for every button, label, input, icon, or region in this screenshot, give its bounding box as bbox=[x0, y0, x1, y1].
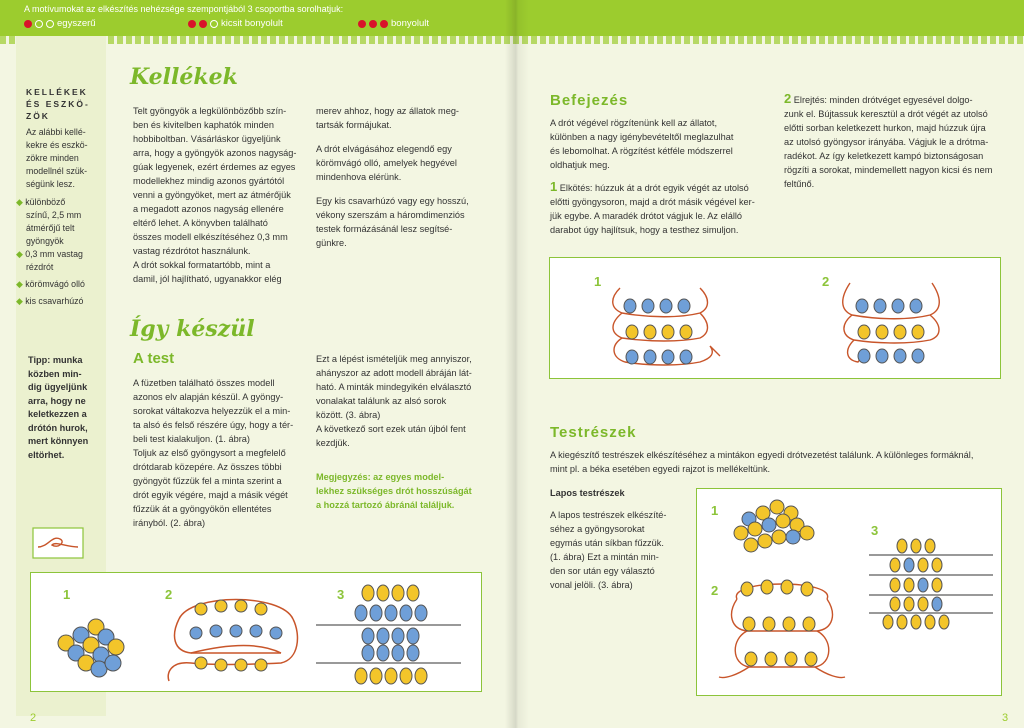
difficulty-header: A motívumokat az elkészítés nehézsége szempontjából 3 csoportba sorolhatjuk: bbox=[24, 4, 344, 14]
flat-wire-beads bbox=[741, 580, 817, 666]
list-item: ◆ kis csavarhúzó bbox=[16, 296, 84, 306]
level-medium: kicsit bonyolult bbox=[188, 18, 283, 29]
flat-part-diagrams bbox=[697, 489, 1001, 695]
heading-kellekek: Kellékek bbox=[130, 64, 238, 90]
filled-dot-icon bbox=[369, 20, 377, 28]
tip-note: Tipp: munka közben min- dig ügyeljünk arra, hogy ne keletkezzen a drótón hurok, mert könnyen eltörhet. bbox=[28, 355, 89, 460]
heading-igy-keszul: Így készül bbox=[130, 316, 255, 342]
figure-box-test: 1 2 3 bbox=[30, 572, 482, 692]
atest-col2: Ezt a lépést ismételjük meg annyiszor, ahányszor az adott modell ábráján lát- ható. A minták mindegyikén elválasztó vonalakat találunk az alsó sorok között. (3. ábra) A következő sort ezek után újból fent kezdjük. bbox=[316, 354, 472, 448]
list-item: ◆ különböző bbox=[16, 197, 66, 207]
list-item: ◆ körömvágó olló bbox=[16, 279, 85, 289]
diamond-bullet-icon: ◆ bbox=[16, 296, 26, 306]
lapos-text: A lapos testrészek elkészíté- séhez a gyöngysorokat egymás után síkban fűzzük. (1. ábra) Ezt a mintán min- den sor után egy választó vonal jelöli. (3. ábra) bbox=[550, 510, 667, 590]
wire-loop-diagram bbox=[168, 600, 297, 682]
step-elkotes: 1 Elkötés: húzzuk át a drót egyik végét az utolsó előtti gyöngysoron, majd a drót másik végével ker- jük egybe. A maradék drótot vágjuk le. Az elálló darabot úgy hajlítsuk, hogy a testhez simuljon. bbox=[550, 179, 755, 235]
empty-dot-icon bbox=[46, 20, 54, 28]
finishing-diagrams bbox=[550, 258, 1000, 378]
diamond-bullet-icon: ◆ bbox=[16, 249, 26, 259]
filled-dot-icon bbox=[188, 20, 196, 28]
flat-pattern-grid bbox=[869, 539, 993, 629]
level-easy: egyszerű bbox=[24, 18, 96, 29]
filled-dot-icon bbox=[358, 20, 366, 28]
level-hard: bonyolult bbox=[358, 18, 429, 29]
filled-dot-icon bbox=[380, 20, 388, 28]
step-elrejtes: 2 Elrejtés: minden drótvéget egyesével dolgo- zunk el. Bújtassuk keresztül a drót végét az utolsó előtti sorban keletkezett hurkon, majd húzzuk újra az utolsó gyöngysor irányába. Vágjuk le a drótma- radékot. Az így keletkezett kampó biztonságosan rögzíti a sorokat, mindemellett nagyon kicsi és nem feltűnő. bbox=[784, 91, 993, 189]
flat-wire-loops bbox=[719, 584, 845, 678]
filled-dot-icon bbox=[24, 20, 32, 28]
page-number-right: 3 bbox=[1002, 712, 1009, 724]
diamond-bullet-icon: ◆ bbox=[16, 197, 26, 207]
heading-befejezes: Befejezés bbox=[550, 92, 629, 109]
bead-row-2b bbox=[190, 625, 282, 639]
heading-testreszek: Testrészek bbox=[550, 424, 637, 441]
list-item: ◆ 0,3 mm vastag bbox=[16, 249, 83, 259]
figure-box-befejezes: 1 2 bbox=[549, 257, 1001, 379]
note-megjegyzes: Megjegyzés: az egyes model- lekhez szükséges drót hosszúságát a hozzá tartozó ábránál találjuk. bbox=[316, 472, 472, 510]
heading-lapos: Lapos testrészek bbox=[550, 488, 625, 498]
empty-dot-icon bbox=[210, 20, 218, 28]
knot-wire-loops bbox=[613, 283, 940, 365]
empty-dot-icon bbox=[35, 20, 43, 28]
befejezes-text: A drót végével rögzítenünk kell az állatot, különben a nagy igénybevételtől meglazulhat és lebomolhat. A rögzítést kétféle módszerrel oldhatjuk meg. bbox=[550, 118, 734, 170]
sidebar-list: ◆ különböző színű, 2,5 mm átmérőjű telt gyöngyök ◆ 0,3 mm vastag rézdrót ◆ körömvágó olló ◆ kis csavarhúzó bbox=[16, 197, 85, 306]
wire-knot-icon bbox=[32, 527, 84, 559]
testreszek-text: A kiegészítő testrészek elkészítéséhez a mintákon egyedi drótvezetést találunk. A különleges formáknál, mint pl. a béka esetében egyedi rajzot is mellékeltünk. bbox=[550, 450, 974, 474]
sidebar-intro: Az alábbi kellé- kekre és eszkö- zökre minden modellnél szük- ségünk lesz. bbox=[26, 127, 88, 189]
heading-a-test: A test bbox=[133, 350, 175, 367]
sidebar-title: KELLÉKEK ÉS ESZKÖ- ZÖK bbox=[26, 87, 90, 121]
kellekek-col1: Telt gyöngyök a legkülönbözőbb szín- ben és kivitelben kaphatók minden hobbiboltban. Vásárláskor ügyeljünk arra, hogy a gyöngyök azonos nagyság- gúak legyenek, ezért érdemes az egyes modellekhez mindig azonos gyártótól venni a gyöngyöket, mert az átmérőjük a megadott azonos nagyság ellenére eltérő lehet. A könyvben található összes modell elkészítéséhez 0,3 mm vastag rézdrótot használunk. A drót sokkal formatartóbb, mint a damil, jól hajlítható, ugyanakkor elég bbox=[133, 106, 297, 284]
figure-box-testreszek: 1 2 3 bbox=[696, 488, 1002, 696]
bead-diagrams-left bbox=[31, 573, 481, 691]
bead-pattern-grid bbox=[316, 585, 461, 684]
page-number-left: 2 bbox=[30, 712, 37, 724]
atest-col1: A füzetben található összes modell azonos elv alapján készül. A gyöngy- sorokat váltakozva helyezzük el a min- ta alsó és felső részére úgy, hogy a tér- beli test kialakuljon. (1. ábra) Toljuk az első gyöngysort a megfelelő drótdarab közepére. Az összes többi gyöngyöt fűzzük fel a minta szerint a drót egyik végére, majd a másik végét fűzzük át a gyöngyökön ellentétes irányból. (2. ábra) bbox=[133, 378, 294, 528]
diamond-bullet-icon: ◆ bbox=[16, 279, 26, 289]
bead-cluster-icon bbox=[58, 619, 124, 677]
knot-beads bbox=[624, 299, 924, 364]
flat-bead-sheet-icon bbox=[734, 500, 814, 552]
book-gutter bbox=[505, 0, 529, 728]
kellekek-col2: merev ahhoz, hogy az állatok meg- tartsák formájukat. A drót elvágásához elegendő egy körömvágó olló, amelyek hegyével mindenhova elérünk. Egy kis csavarhúzó vagy egy hosszú, vékony szerszám a háromdimenziós testek formázásánál lesz segítsé- günkre. bbox=[316, 106, 469, 248]
filled-dot-icon bbox=[199, 20, 207, 28]
